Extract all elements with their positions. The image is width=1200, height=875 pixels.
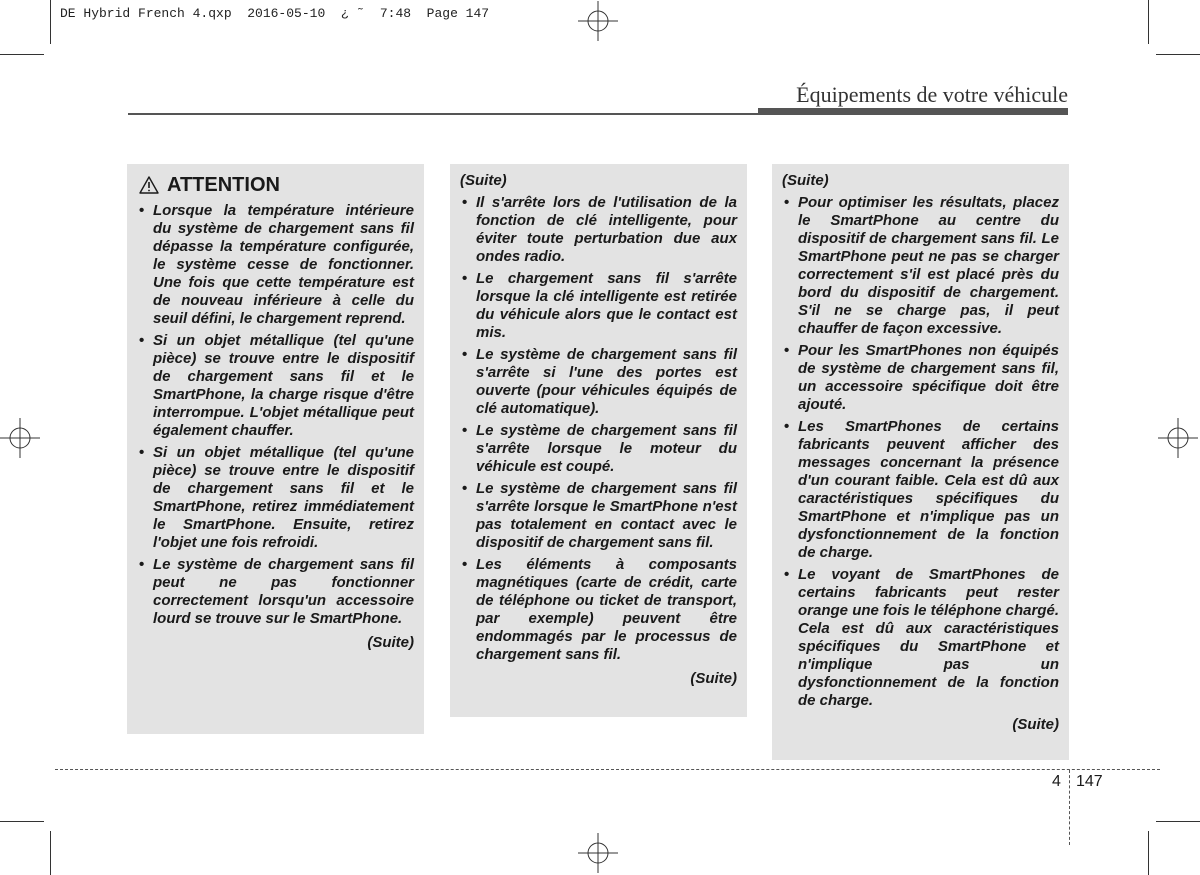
list-item: • Si un objet métallique (tel qu'une pièce) se trouve entre le dispositif de chargement sans fil et le SmartPhone, la charge risque d'être interrompue. L'objet métallique peut également chauffer. (137, 332, 414, 440)
continued-heading: (Suite) (782, 172, 829, 189)
crop-mark (50, 0, 51, 44)
continued-label: (Suite) (367, 634, 414, 651)
continued-label: (Suite) (690, 670, 737, 687)
caution-list (460, 194, 737, 664)
attention-box (127, 164, 424, 734)
footer-dashed-rule (55, 769, 1160, 770)
list-item: • Pour optimiser les résultats, placez le SmartPhone au centre du dispositif de chargement sans fil. Le SmartPhone peut ne pas se charger correctement s'il est placé près du bord du dispositif de chargement. S'il ne se charge pas, il peut chauffer de façon excessive. (782, 194, 1059, 338)
chapter-number: 4 (1052, 773, 1061, 790)
list-item: • Il s'arrête lors de l'utilisation de la fonction de clé intelligente, pour éviter toute perturbation due aux ondes radio. (460, 194, 737, 266)
list-item: • Le système de chargement sans fil s'arrête lorsque le SmartPhone n'est pas totalement en contact avec le dispositif de chargement sans fil. (460, 480, 737, 552)
caution-list (782, 194, 1059, 710)
attention-label: ATTENTION (167, 174, 280, 196)
continued-label: (Suite) (1012, 716, 1059, 733)
header-bar (758, 108, 1068, 115)
list-item: • Le système de chargement sans fil peut ne pas fonctionner correctement lorsqu'un accessoire lourd se trouve sur le SmartPhone. (137, 556, 414, 628)
crop-mark (0, 54, 44, 55)
list-item: • Le chargement sans fil s'arrête lorsque la clé intelligente est retirée du véhicule alors que le contact est mis. (460, 270, 737, 342)
header-rule (128, 113, 758, 115)
list-item: • Le système de chargement sans fil s'arrête si l'une des portes est ouverte (pour véhicules équipés de clé automatique). (460, 346, 737, 418)
registration-mark-icon (578, 1, 618, 41)
continued-box (772, 164, 1069, 760)
crop-mark (50, 831, 51, 875)
crop-mark (0, 821, 44, 822)
list-item: • Le voyant de SmartPhones de certains fabricants peut rester orange une fois le téléphone chargé. Cela est dû aux caractéristiques spécifiques du SmartPhone et n'implique pas un dysfonctionnement de la fonction de charge. (782, 566, 1059, 710)
list-item: • Si un objet métallique (tel qu'une pièce) se trouve entre le dispositif de chargement sans fil et le SmartPhone, retirez immédiatement le SmartPhone. Ensuite, retirez l'objet une fois refroidi. (137, 444, 414, 552)
crop-mark (1148, 831, 1149, 875)
list-item: • Lorsque la température intérieure du système de chargement sans fil dépasse la température configurée, le système cesse de fonctionner. Une fois que cette température est de nouveau inférieure à celle du seuil défini, le chargement reprend. (137, 202, 414, 328)
registration-mark-icon (578, 833, 618, 873)
registration-mark-icon (1158, 418, 1198, 458)
warning-triangle-icon (139, 176, 159, 194)
footer-dashed-divider (1069, 770, 1070, 845)
list-item: • Les SmartPhones de certains fabricants peuvent afficher des messages concernant la présence d'un courant faible. Cela est dû aux caractéristiques spécifiques du SmartPhone et n'implique pas un dysfonctionnement de la fonction de charge. (782, 418, 1059, 562)
crop-mark (1156, 54, 1200, 55)
continued-box (450, 164, 747, 717)
caution-list (137, 202, 414, 628)
list-item: • Pour les SmartPhones non équipés de système de chargement sans fil, un accessoire spécifique doit être ajouté. (782, 342, 1059, 414)
list-item: • Les éléments à composants magnétiques (carte de crédit, carte de téléphone ou ticket de transport, par exemple) peuvent être endommagés par le processus de chargement sans fil. (460, 556, 737, 664)
print-slug: DE Hybrid French 4.qxp 2016-05-10 ¿ ˜ 7:48 Page 147 (60, 6, 490, 21)
attention-heading (139, 172, 414, 198)
continued-heading: (Suite) (460, 172, 507, 189)
crop-mark (1156, 821, 1200, 822)
page-number: 147 (1076, 773, 1103, 790)
section-title: Équipements de votre véhicule (796, 82, 1068, 107)
list-item: • Le système de chargement sans fil s'arrête lorsque le moteur du véhicule est coupé. (460, 422, 737, 476)
registration-mark-icon (0, 418, 40, 458)
crop-mark (1148, 0, 1149, 44)
